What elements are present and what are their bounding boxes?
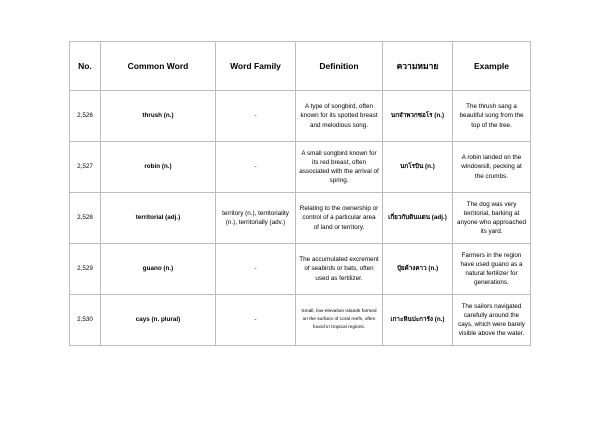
header-thai-meaning: ความหมาย (383, 42, 453, 91)
cell-word: robin (n.) (101, 142, 216, 193)
header-common-word: Common Word (101, 42, 216, 91)
cell-no: 2,527 (70, 142, 101, 193)
cell-definition: Relating to the ownership or control of a particular area of land or territory. (296, 193, 383, 244)
cell-definition: A small songbird known for its red breast, often associated with the arrival of spring. (296, 142, 383, 193)
cell-example: A robin landed on the windowsill, pecking at the crumbs. (453, 142, 531, 193)
cell-thai: เกาะหินปะการัง (n.) (383, 295, 453, 346)
cell-family: - (216, 142, 296, 193)
cell-word: guano (n.) (101, 244, 216, 295)
cell-example: The dog was very territorial, barking at anyone who approached its yard. (453, 193, 531, 244)
cell-no: 2,528 (70, 193, 101, 244)
cell-definition: The accumulated excrement of seabirds or bats, often used as fertilizer. (296, 244, 383, 295)
table-row (70, 244, 531, 295)
cell-word: cays (n. plural) (101, 295, 216, 346)
cell-thai: ปุ๋ยค้างคาว (n.) (383, 244, 453, 295)
cell-example: Farmers in the region have used guano as a natural fertilizer for generations. (453, 244, 531, 295)
header-no: No. (70, 42, 101, 91)
table-row (70, 91, 531, 142)
cell-example: The thrush sang a beautiful song from the top of the tree. (453, 91, 531, 142)
cell-definition: A type of songbird, often known for its spotted breast and melodious song. (296, 91, 383, 142)
table-row (70, 142, 531, 193)
cell-no: 2,529 (70, 244, 101, 295)
cell-definition: Small, low-elevation islands formed on the surface of coral reefs, often found in tropical regions. (296, 295, 383, 346)
table-row (70, 193, 531, 244)
cell-family: - (216, 91, 296, 142)
cell-thai: นกจำพวกซอโร (n.) (383, 91, 453, 142)
header-example: Example (453, 42, 531, 91)
header-word-family: Word Family (216, 42, 296, 91)
cell-family: - (216, 244, 296, 295)
cell-no: 2,526 (70, 91, 101, 142)
cell-no: 2,530 (70, 295, 101, 346)
vocabulary-table (69, 41, 531, 346)
cell-example: The sailors navigated carefully around the cays, which were barely visible above the water. (453, 295, 531, 346)
cell-thai: นกโรบิน (n.) (383, 142, 453, 193)
table-header-row (70, 42, 531, 91)
table-row (70, 295, 531, 346)
cell-word: thrush (n.) (101, 91, 216, 142)
cell-thai: เกี่ยวกับดินแดน (adj.) (383, 193, 453, 244)
header-definition: Definition (296, 42, 383, 91)
cell-family: - (216, 295, 296, 346)
cell-word: territorial (adj.) (101, 193, 216, 244)
cell-family: territory (n.), territoriality (n.), territorially (adv.) (216, 193, 296, 244)
